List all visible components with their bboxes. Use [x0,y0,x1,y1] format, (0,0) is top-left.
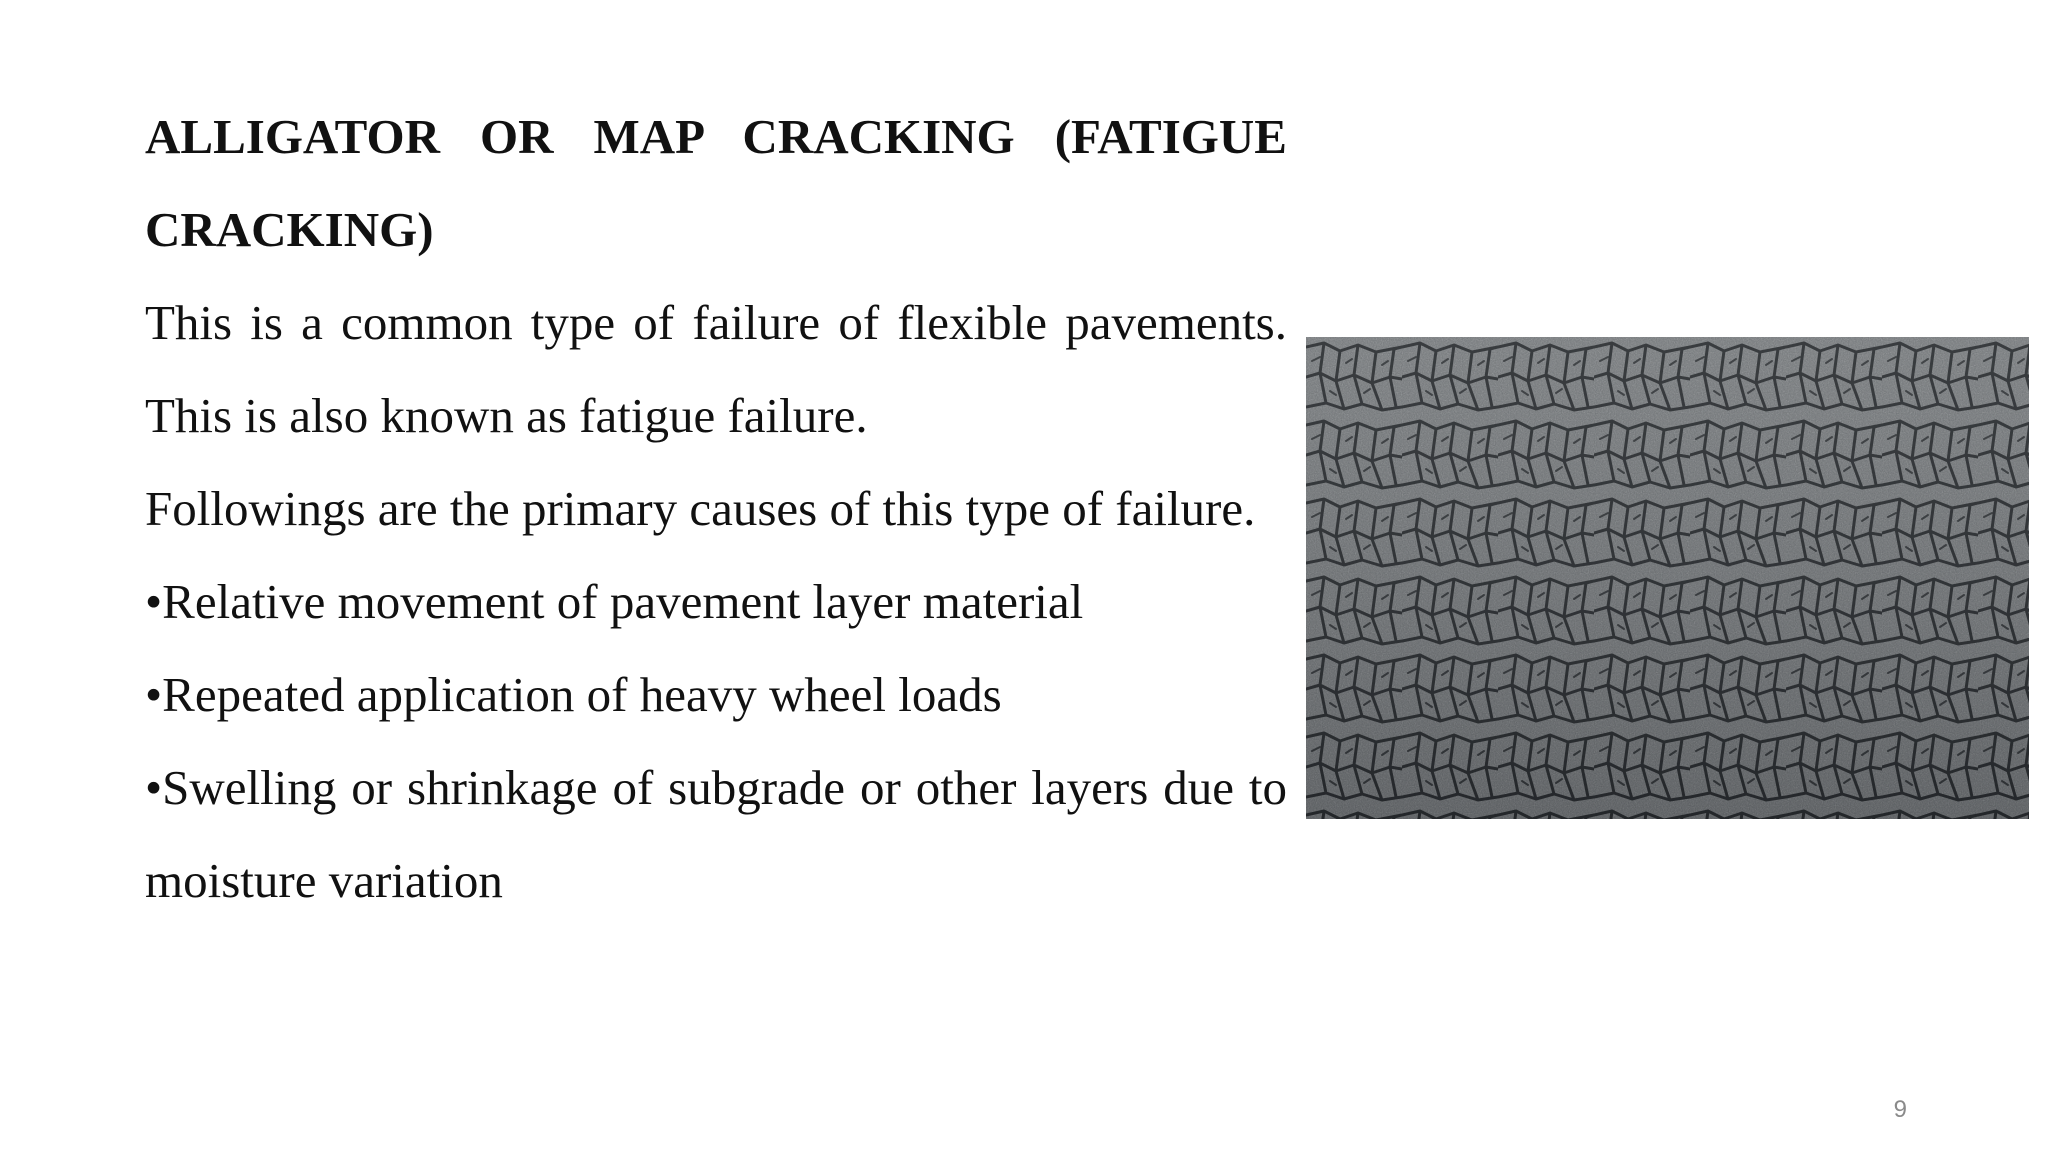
list-item: •Swelling or shrinkage of subgrade or other layers due to moisture variation [145,760,1287,908]
list-item: •Relative movement of pavement layer material [145,574,1084,629]
body-paragraph-2: Followings are the primary causes of this type of failure. [145,481,1256,536]
slide-text [145,90,1287,927]
body-paragraph-1: This is a common type of failure of flexible pavements. This is also known as fatigue failure. [145,295,1287,443]
page-number: 9 [1893,1096,1907,1123]
slide-heading: ALLIGATOR OR MAP CRACKING (FATIGUE CRACKING) [145,109,1287,257]
causes-list [145,555,1287,927]
list-item: •Repeated application of heavy wheel loads [145,667,1002,722]
cracked-pavement-image [1306,337,2029,819]
